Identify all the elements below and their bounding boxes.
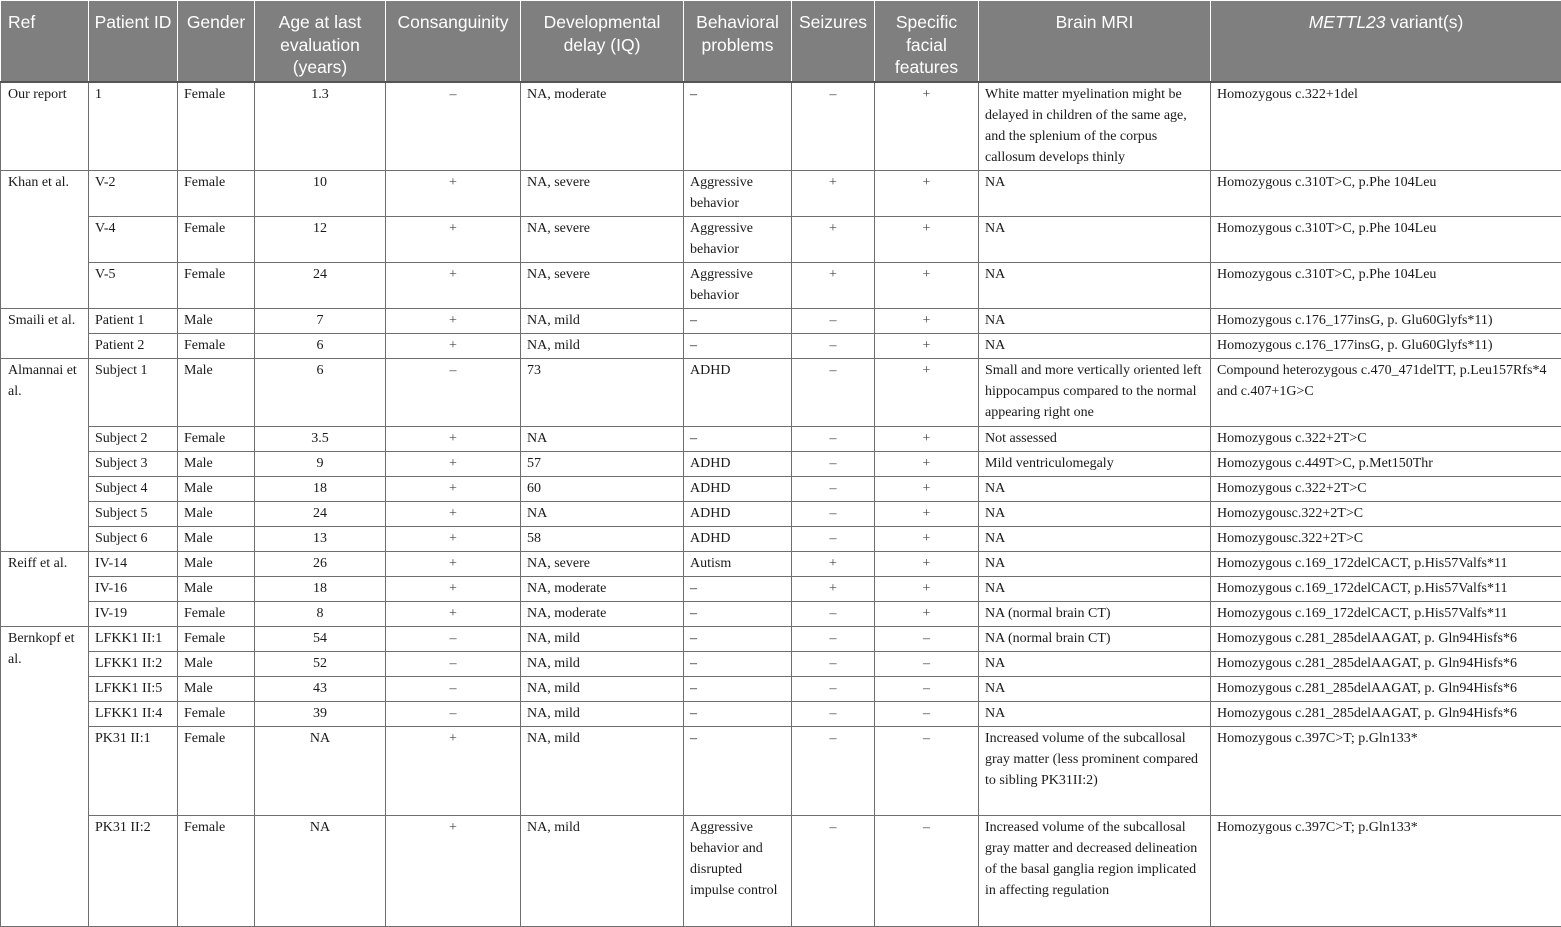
cell-consanguinity: + (386, 727, 521, 816)
cell-developmental-delay: NA, moderate (521, 602, 684, 627)
cell-patient-id: LFKK1 II:2 (89, 652, 178, 677)
header-variants (1211, 1, 1561, 82)
cell-patient-id: Subject 4 (89, 477, 178, 502)
cell-developmental-delay: NA, mild (521, 627, 684, 652)
cell-ref: Almannai et al. (1, 359, 89, 552)
cell-seizures: – (792, 602, 875, 627)
cell-consanguinity: + (386, 452, 521, 477)
cell-facial-features: + (875, 217, 979, 263)
cell-gender: Male (178, 577, 255, 602)
cell-brain-mri: White matter myelination might be delayed in children of the same age, and the splenium of the corpus callosum develops thinly (979, 82, 1211, 171)
cell-gender: Female (178, 263, 255, 309)
cell-behavioral-problems: – (684, 602, 792, 627)
table-row (1, 602, 1561, 627)
table-header (1, 1, 1561, 82)
cell-variant: Homozygousc.322+2T>C (1211, 527, 1561, 552)
cell-developmental-delay: NA, mild (521, 702, 684, 727)
cell-facial-features: + (875, 334, 979, 359)
cell-gender: Female (178, 171, 255, 217)
cell-seizures: + (792, 217, 875, 263)
cell-facial-features: + (875, 309, 979, 334)
cell-ref: Our report (1, 82, 89, 171)
cell-age: 18 (255, 577, 386, 602)
cell-gender: Female (178, 627, 255, 652)
cell-brain-mri: NA (979, 334, 1211, 359)
cell-facial-features: + (875, 602, 979, 627)
header-seizures: Seizures (792, 1, 875, 82)
cell-patient-id: V-2 (89, 171, 178, 217)
cell-age: 26 (255, 552, 386, 577)
cell-developmental-delay: NA, mild (521, 816, 684, 927)
table-row (1, 452, 1561, 477)
cell-consanguinity: + (386, 171, 521, 217)
cell-facial-features: + (875, 427, 979, 452)
cell-patient-id: LFKK1 II:4 (89, 702, 178, 727)
cell-developmental-delay: NA, mild (521, 334, 684, 359)
cell-age: 39 (255, 702, 386, 727)
cell-patient-id: V-4 (89, 217, 178, 263)
cell-gender: Male (178, 527, 255, 552)
cell-seizures: + (792, 171, 875, 217)
cell-brain-mri: Increased volume of the subcallosal gray matter and decreased delineation of the basal ganglia region implicated in affecting regulation (979, 816, 1211, 927)
cell-patient-id: LFKK1 II:1 (89, 627, 178, 652)
cell-age: 3.5 (255, 427, 386, 452)
cell-consanguinity: – (386, 677, 521, 702)
table-row (1, 263, 1561, 309)
table-row (1, 527, 1561, 552)
cell-brain-mri: NA (979, 502, 1211, 527)
cell-developmental-delay: NA (521, 427, 684, 452)
cell-brain-mri: Mild ventriculomegaly (979, 452, 1211, 477)
cell-behavioral-problems: – (684, 702, 792, 727)
cell-variant: Homozygous c.449T>C, p.Met150Thr (1211, 452, 1561, 477)
cell-variant: Homozygous c.176_177insG, p. Glu60Glyfs*11) (1211, 334, 1561, 359)
cell-consanguinity: + (386, 602, 521, 627)
cell-consanguinity: – (386, 82, 521, 171)
cell-consanguinity: – (386, 627, 521, 652)
cell-seizures: – (792, 702, 875, 727)
cell-facial-features: – (875, 627, 979, 652)
cell-brain-mri: NA (979, 263, 1211, 309)
cell-seizures: + (792, 263, 875, 309)
cell-patient-id: Patient 2 (89, 334, 178, 359)
header-row (1, 1, 1561, 82)
cell-age: NA (255, 727, 386, 816)
cell-consanguinity: – (386, 359, 521, 427)
cell-seizures: + (792, 552, 875, 577)
cell-consanguinity: + (386, 577, 521, 602)
cell-behavioral-problems: ADHD (684, 452, 792, 477)
cell-behavioral-problems: – (684, 334, 792, 359)
cell-patient-id: IV-14 (89, 552, 178, 577)
cell-age: 43 (255, 677, 386, 702)
cell-seizures: – (792, 652, 875, 677)
cell-consanguinity: + (386, 527, 521, 552)
cell-patient-id: PK31 II:2 (89, 816, 178, 927)
cell-behavioral-problems: Autism (684, 552, 792, 577)
table-row (1, 477, 1561, 502)
cell-developmental-delay: NA (521, 502, 684, 527)
cell-developmental-delay: 57 (521, 452, 684, 477)
cell-patient-id: Patient 1 (89, 309, 178, 334)
header-behavioral-problems: Behavioral problems (684, 1, 792, 82)
cell-facial-features: + (875, 82, 979, 171)
cell-facial-features: + (875, 577, 979, 602)
cell-patient-id: IV-16 (89, 577, 178, 602)
cell-consanguinity: – (386, 702, 521, 727)
cell-patient-id: LFKK1 II:5 (89, 677, 178, 702)
cell-variant: Homozygous c.310T>C, p.Phe 104Leu (1211, 171, 1561, 217)
cell-developmental-delay: NA, mild (521, 652, 684, 677)
table-row (1, 334, 1561, 359)
cell-brain-mri: NA (normal brain CT) (979, 602, 1211, 627)
cell-consanguinity: + (386, 309, 521, 334)
table-row (1, 702, 1561, 727)
cell-seizures: – (792, 309, 875, 334)
cell-ref: Smaili et al. (1, 309, 89, 359)
cell-age: 9 (255, 452, 386, 477)
table-row (1, 82, 1561, 171)
cell-facial-features: – (875, 727, 979, 816)
cell-brain-mri: NA (979, 702, 1211, 727)
cell-brain-mri: NA (979, 677, 1211, 702)
header-age: Age at last evaluation (years) (255, 1, 386, 82)
cell-variant: Homozygousc.322+2T>C (1211, 502, 1561, 527)
cell-consanguinity: + (386, 477, 521, 502)
cell-patient-id: 1 (89, 82, 178, 171)
cell-behavioral-problems: – (684, 309, 792, 334)
cell-patient-id: PK31 II:1 (89, 727, 178, 816)
cell-variant: Compound heterozygous c.470_471delTT, p.Leu157Rfs*4 and c.407+1G>C (1211, 359, 1561, 427)
cell-developmental-delay: NA, mild (521, 677, 684, 702)
cell-age: 1.3 (255, 82, 386, 171)
cell-patient-id: Subject 5 (89, 502, 178, 527)
cell-seizures: – (792, 452, 875, 477)
cell-gender: Male (178, 452, 255, 477)
cell-facial-features: + (875, 552, 979, 577)
cell-brain-mri: NA (normal brain CT) (979, 627, 1211, 652)
cell-patient-id: Subject 3 (89, 452, 178, 477)
cell-behavioral-problems: ADHD (684, 477, 792, 502)
cell-ref: Khan et al. (1, 171, 89, 309)
cell-developmental-delay: NA, severe (521, 263, 684, 309)
table-row (1, 309, 1561, 334)
cell-behavioral-problems: – (684, 652, 792, 677)
table-row (1, 427, 1561, 452)
cell-ref: Reiff et al. (1, 552, 89, 627)
cell-variant: Homozygous c.169_172delCACT, p.His57Valfs*11 (1211, 602, 1561, 627)
cell-consanguinity: + (386, 263, 521, 309)
cell-facial-features: + (875, 477, 979, 502)
cell-consanguinity: + (386, 552, 521, 577)
cell-developmental-delay: NA, mild (521, 309, 684, 334)
header-ref: Ref (1, 1, 89, 82)
cell-variant: Homozygous c.281_285delAAGAT, p. Gln94Hisfs*6 (1211, 627, 1561, 652)
cell-facial-features: + (875, 359, 979, 427)
table-body (1, 82, 1561, 927)
cell-gender: Male (178, 552, 255, 577)
cell-gender: Male (178, 359, 255, 427)
cell-variant: Homozygous c.169_172delCACT, p.His57Valfs*11 (1211, 577, 1561, 602)
cell-gender: Female (178, 727, 255, 816)
cell-variant: Homozygous c.176_177insG, p. Glu60Glyfs*11) (1211, 309, 1561, 334)
table-row (1, 816, 1561, 927)
cell-developmental-delay: NA, moderate (521, 577, 684, 602)
cell-developmental-delay: 60 (521, 477, 684, 502)
table-row (1, 652, 1561, 677)
cell-patient-id: IV-19 (89, 602, 178, 627)
cell-variant: Homozygous c.169_172delCACT, p.His57Valfs*11 (1211, 552, 1561, 577)
header-developmental-delay: Developmental delay (IQ) (521, 1, 684, 82)
cell-patient-id: Subject 6 (89, 527, 178, 552)
cell-gender: Female (178, 602, 255, 627)
cell-facial-features: – (875, 677, 979, 702)
cell-patient-id: Subject 1 (89, 359, 178, 427)
cell-variant: Homozygous c.322+2T>C (1211, 427, 1561, 452)
cell-gender: Female (178, 427, 255, 452)
cell-age: 12 (255, 217, 386, 263)
cell-behavioral-problems: Aggressive behavior (684, 217, 792, 263)
cell-variant: Homozygous c.322+1del (1211, 82, 1561, 171)
cell-gender: Male (178, 477, 255, 502)
cell-developmental-delay: 73 (521, 359, 684, 427)
cell-variant: Homozygous c.310T>C, p.Phe 104Leu (1211, 217, 1561, 263)
cell-behavioral-problems: – (684, 727, 792, 816)
cell-behavioral-problems: Aggressive behavior (684, 263, 792, 309)
cell-consanguinity: + (386, 334, 521, 359)
header-patient-id: Patient ID (89, 1, 178, 82)
cell-seizures: – (792, 627, 875, 652)
cell-variant: Homozygous c.310T>C, p.Phe 104Leu (1211, 263, 1561, 309)
cell-behavioral-problems: ADHD (684, 527, 792, 552)
cell-variant: Homozygous c.397C>T; p.Gln133* (1211, 816, 1561, 927)
cell-facial-features: + (875, 502, 979, 527)
cell-brain-mri: Small and more vertically oriented left hippocampus compared to the normal appearing right one (979, 359, 1211, 427)
cell-seizures: – (792, 677, 875, 702)
table-row (1, 552, 1561, 577)
cell-gender: Female (178, 334, 255, 359)
table-row (1, 727, 1561, 816)
cell-seizures: – (792, 727, 875, 816)
cell-variant: Homozygous c.322+2T>C (1211, 477, 1561, 502)
cell-age: 52 (255, 652, 386, 677)
cell-age: 6 (255, 359, 386, 427)
cell-seizures: – (792, 527, 875, 552)
cell-facial-features: + (875, 452, 979, 477)
cell-gender: Female (178, 702, 255, 727)
table-row (1, 171, 1561, 217)
cell-age: 24 (255, 263, 386, 309)
cell-developmental-delay: NA, severe (521, 171, 684, 217)
cell-consanguinity: – (386, 652, 521, 677)
table-row (1, 217, 1561, 263)
cell-behavioral-problems: ADHD (684, 502, 792, 527)
cell-facial-features: – (875, 702, 979, 727)
cell-patient-id: Subject 2 (89, 427, 178, 452)
cell-seizures: + (792, 577, 875, 602)
cell-age: 54 (255, 627, 386, 652)
cell-variant: Homozygous c.397C>T; p.Gln133* (1211, 727, 1561, 816)
cell-behavioral-problems: – (684, 82, 792, 171)
cell-seizures: – (792, 816, 875, 927)
cell-age: 7 (255, 309, 386, 334)
cell-gender: Male (178, 652, 255, 677)
cell-seizures: – (792, 334, 875, 359)
cell-gender: Male (178, 502, 255, 527)
cell-brain-mri: Not assessed (979, 427, 1211, 452)
cell-behavioral-problems: Aggressive behavior (684, 171, 792, 217)
cell-developmental-delay: NA, mild (521, 727, 684, 816)
cell-brain-mri: NA (979, 171, 1211, 217)
cell-seizures: – (792, 477, 875, 502)
cell-behavioral-problems: – (684, 627, 792, 652)
cell-patient-id: V-5 (89, 263, 178, 309)
cell-consanguinity: + (386, 502, 521, 527)
table-row (1, 577, 1561, 602)
cell-age: 24 (255, 502, 386, 527)
cell-gender: Female (178, 217, 255, 263)
header-consanguinity: Consanguinity (386, 1, 521, 82)
header-facial-features: Specific facial features (875, 1, 979, 82)
cell-age: NA (255, 816, 386, 927)
cell-developmental-delay: 58 (521, 527, 684, 552)
cell-developmental-delay: NA, severe (521, 552, 684, 577)
header-variant-gene: METTL23 (1308, 12, 1386, 32)
cell-behavioral-problems: ADHD (684, 359, 792, 427)
cell-gender: Male (178, 677, 255, 702)
cell-variant: Homozygous c.281_285delAAGAT, p. Gln94Hisfs*6 (1211, 677, 1561, 702)
cell-age: 18 (255, 477, 386, 502)
cell-facial-features: + (875, 527, 979, 552)
cell-consanguinity: + (386, 427, 521, 452)
cell-age: 8 (255, 602, 386, 627)
cell-brain-mri: NA (979, 552, 1211, 577)
header-variant-suffix: variant(s) (1385, 12, 1464, 32)
cell-behavioral-problems: – (684, 577, 792, 602)
cell-brain-mri: NA (979, 652, 1211, 677)
cell-developmental-delay: NA, severe (521, 217, 684, 263)
cell-ref: Bernkopf et al. (1, 627, 89, 927)
cell-developmental-delay: NA, moderate (521, 82, 684, 171)
cell-consanguinity: + (386, 217, 521, 263)
cell-seizures: – (792, 82, 875, 171)
header-gender: Gender (178, 1, 255, 82)
cell-seizures: – (792, 502, 875, 527)
cell-brain-mri: Increased volume of the subcallosal gray matter (less prominent compared to sibling PK31II:2) (979, 727, 1211, 816)
table-row (1, 359, 1561, 427)
cell-variant: Homozygous c.281_285delAAGAT, p. Gln94Hisfs*6 (1211, 702, 1561, 727)
cell-behavioral-problems: – (684, 677, 792, 702)
cell-seizures: – (792, 359, 875, 427)
cell-facial-features: + (875, 263, 979, 309)
cell-seizures: – (792, 427, 875, 452)
table-row (1, 627, 1561, 652)
cell-brain-mri: NA (979, 577, 1211, 602)
table-row (1, 677, 1561, 702)
cell-age: 6 (255, 334, 386, 359)
cell-brain-mri: NA (979, 527, 1211, 552)
cell-age: 10 (255, 171, 386, 217)
cell-brain-mri: NA (979, 477, 1211, 502)
cell-age: 13 (255, 527, 386, 552)
cell-consanguinity: + (386, 816, 521, 927)
cell-behavioral-problems: – (684, 427, 792, 452)
cell-brain-mri: NA (979, 309, 1211, 334)
cell-brain-mri: NA (979, 217, 1211, 263)
cell-behavioral-problems: Aggressive behavior and disrupted impulse control (684, 816, 792, 927)
cell-facial-features: – (875, 816, 979, 927)
cell-gender: Female (178, 82, 255, 171)
cell-gender: Male (178, 309, 255, 334)
cell-facial-features: + (875, 171, 979, 217)
table-row (1, 502, 1561, 527)
cell-gender: Female (178, 816, 255, 927)
cell-facial-features: – (875, 652, 979, 677)
header-brain-mri: Brain MRI (979, 1, 1211, 82)
cell-variant: Homozygous c.281_285delAAGAT, p. Gln94Hisfs*6 (1211, 652, 1561, 677)
